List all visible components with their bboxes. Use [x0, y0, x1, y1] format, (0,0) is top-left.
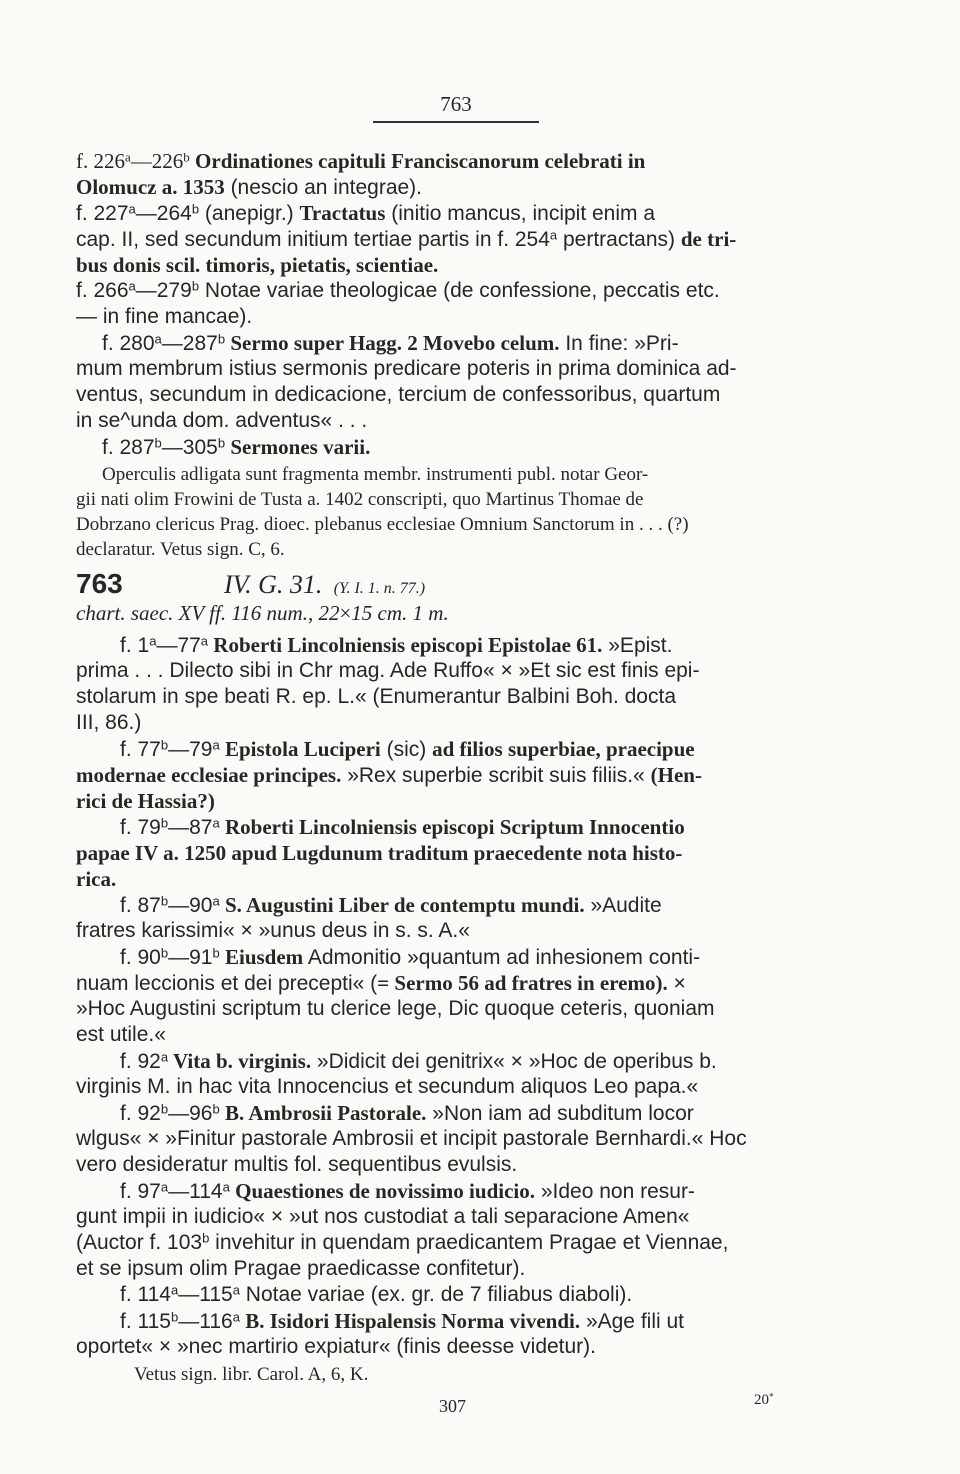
- text-line: III, 86.): [76, 711, 142, 734]
- text-line: f. 1$^a$—77$^a$ Roberti Lincolniensis episcopi Epistolae 61. »Epist.: [120, 633, 673, 657]
- printer-signature: 20*: [754, 1392, 774, 1408]
- text-line: f. 115$^b$—116$^a$ B. Isidori Hispalensis Norma vivendi. »Age fili ut: [120, 1309, 685, 1333]
- note-line: Vetus sign. libr. Carol. A, 6, K.: [134, 1364, 369, 1385]
- text-line: f. 114$^a$—115$^a$ Notae variae (ex. gr. de 7 filiabus diaboli).: [120, 1282, 633, 1306]
- old-shelfmark: (Y. I. 1. n. 77.): [333, 580, 426, 597]
- text-line: f. 87$^b$—90$^a$ S. Augustini Liber de contemptu mundi. »Audite: [120, 893, 662, 917]
- text-line: f. 266$^a$—279$^b$ Notae variae theologicae (de confessione, peccatis etc.: [76, 278, 720, 302]
- text-line: et se ipsum olim Pragae praedicasse confitetur).: [76, 1257, 526, 1280]
- text-line: »Hoc Augustini scriptum tu clerice lege, Dic quoque ceteris, quoniam: [76, 997, 715, 1020]
- note-line: declaratur. Vetus sign. C, 6.: [76, 539, 285, 560]
- text-line: f. 226$^a$—226$^b$ Ordinationes capituli Franciscanorum celebrati in: [76, 149, 646, 173]
- entry-description: chart. saec. XV ff. 116 num., 22×15 cm. 1 m.: [76, 601, 449, 625]
- text-line: stolarum in spe beati R. ep. L.« (Enumerantur Balbini Boh. docta: [76, 685, 676, 708]
- text-line: f. 90$^b$—91$^b$ Eiusdem Admonitio »quantum ad inhesionem conti-: [120, 945, 701, 969]
- text-line: f. 287$^b$—305$^b$ Sermones varii.: [102, 435, 371, 459]
- text-line: Olomucz a. 1353 (nescio an integrae).: [76, 175, 423, 199]
- text-line: f. 97$^a$—114$^a$ Quaestiones de novissimo iudicio. »Ideo non resur-: [120, 1179, 695, 1203]
- shelfmark: IV. G. 31.: [223, 570, 323, 599]
- text-line: prima . . . Dilecto sibi in Chr mag. Ade Ruffo« × »Et sic est finis epi-: [76, 659, 700, 682]
- note-line: gii nati olim Frowini de Tusta a. 1402 conscripti, quo Martinus Thomae de: [76, 489, 644, 510]
- text-line: cap. II, sed secundum initium tertiae partis in f. 254$^a$ pertractans) de tri-: [76, 227, 737, 251]
- text-line: rici de Hassia?): [76, 789, 215, 813]
- text-line: papae IV a. 1250 apud Lugdunum traditum praecedente nota histo-: [76, 841, 683, 865]
- text-line: ventus, secundum in dedicacione, tercium de confessoribus, quartum: [76, 383, 721, 406]
- text-line: nuam leccionis et dei precepti« (= Sermo 56 ad fratres in eremo). ×: [76, 971, 686, 995]
- text-line: est utile.«: [76, 1023, 166, 1046]
- text-line: gunt impii in iudicio« × »ut nos custodiat a tali separacione Amen«: [76, 1205, 690, 1228]
- note-line: Operculis adligata sunt fragmenta membr. instrumenti publ. notar Geor-: [102, 464, 649, 485]
- text-line: oportet« × »nec martirio expiatur« (finis deesse videtur).: [76, 1335, 597, 1358]
- text-line: f. 92$^b$—96$^b$ B. Ambrosii Pastorale. »Non iam ad subditum locor: [120, 1101, 694, 1125]
- text-line: f. 92$^a$ Vita b. virginis. »Didicit dei genitrix« × »Hoc de operibus b.: [120, 1049, 717, 1073]
- text-line: mum membrum istius sermonis predicare poteris in prima dominica ad-: [76, 357, 737, 380]
- text-line: rica.: [76, 867, 117, 891]
- page-number-bottom: 307: [439, 1396, 466, 1416]
- note-line: Dobrzano clericus Prag. dioec. plebanus ecclesiae Omnium Sanctorum in . . . (?): [76, 514, 689, 535]
- text-line: virginis M. in hac vita Innocencius et secundum aliquos Leo papa.«: [76, 1075, 699, 1098]
- text-line: f. 79$^b$—87$^a$ Roberti Lincolniensis episcopi Scriptum Innocentio: [120, 815, 685, 839]
- text-line: f. 280$^a$—287$^b$ Sermo super Hagg. 2 Movebo celum. In fine: »Pri-: [102, 331, 679, 355]
- header-rule: [373, 121, 539, 123]
- text-line: bus donis scil. timoris, pietatis, scientiae.: [76, 253, 439, 277]
- text-line: f. 227$^a$—264$^b$ (anepigr.) Tractatus (initio mancus, incipit enim a: [76, 201, 656, 225]
- text-line: vero desideratur multis fol. sequentibus evulsis.: [76, 1153, 518, 1176]
- page-number-top: 763: [440, 92, 472, 116]
- text-line: fratres karissimi« × »unus deus in s. s. A.«: [76, 919, 470, 942]
- text-line: wlgus« × »Finitur pastorale Ambrosii et incipit pastorale Bernhardi.« Hoc: [76, 1127, 747, 1150]
- text-line: f. 77$^b$—79$^a$ Epistola Luciperi (sic) ad filios superbiae, praecipue: [120, 737, 695, 761]
- text-line: modernae ecclesiae principes. »Rex superbie scribit suis filiis.« (Hen-: [76, 763, 702, 787]
- text-line: — in fine mancae).: [76, 305, 253, 328]
- text-line: in se^unda dom. adventus« . . .: [76, 409, 368, 432]
- text-line: (Auctor f. 103$^b$ invehitur in quendam praedicantem Pragae et Viennae,: [76, 1230, 729, 1254]
- entry-number: 763: [76, 568, 123, 599]
